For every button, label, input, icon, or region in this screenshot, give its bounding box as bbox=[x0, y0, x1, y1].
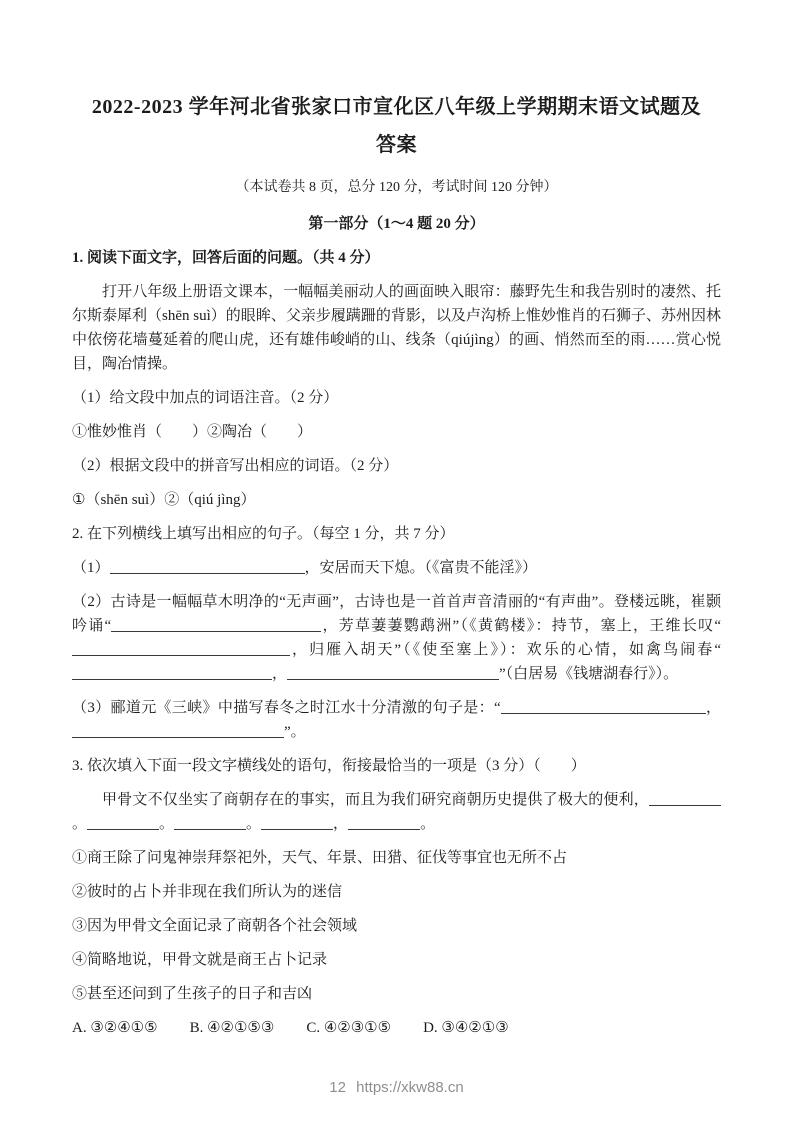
choice-c: C. ④②③①⑤ bbox=[306, 1020, 392, 1036]
question-3-option-4 bbox=[72, 948, 721, 972]
text-segment: ”。 bbox=[284, 724, 306, 740]
fill-in-blank bbox=[261, 814, 333, 830]
fill-in-blank bbox=[72, 664, 272, 680]
question-1-sub-1-answer-line bbox=[72, 420, 721, 444]
question-1-sub-2 bbox=[72, 454, 721, 478]
title-line-1: 2022-2023 学年河北省张家口市宣化区八年级上学期期末语文试题及 bbox=[91, 96, 702, 118]
source-url: https://xkw88.cn bbox=[356, 1079, 464, 1096]
text-segment: 打开八年级上册语文课本，一幅幅美丽动人的画面映入眼帘：藤野先生和我告别时的凄然、托尔斯泰犀利（shēn suì）的眼眸、父亲步履蹒跚的背影，以及卢沟桥上惟妙惟肖的石狮子、苏州因林中依傍花墙蔓延着的爬山虎，还有雄伟峻峭的山、线条（qiújìng）的画、悄然而至的雨……赏心悦目，陶冶情操。 bbox=[72, 284, 721, 372]
text-segment: 甲骨文不仅坐实了商朝存在的事实，而且为我们研究商朝历史提供了极大的便利， bbox=[102, 792, 649, 808]
title-line-2: 答案 bbox=[376, 134, 417, 156]
text-segment: ③因为甲骨文全面记录了商朝各个社会领域 bbox=[72, 918, 358, 934]
fill-in-blank bbox=[111, 616, 321, 632]
text-segment: （1）给文段中加点的词语注音。（2 分） bbox=[72, 390, 339, 406]
document-body bbox=[72, 246, 721, 1040]
text-segment: 2. 在下列横线上填写出相应的句子。（每空 1 分，共 7 分） bbox=[72, 526, 455, 542]
question-1-sub-2-answer-line bbox=[72, 488, 721, 512]
question-2-heading bbox=[72, 522, 721, 546]
question-3-heading bbox=[72, 754, 721, 778]
text-segment: 。 bbox=[246, 816, 262, 832]
fill-in-blank bbox=[348, 814, 420, 830]
text-segment: ， bbox=[705, 700, 721, 716]
text-segment: ，归雁入胡天”（《使至塞上》）：欢乐的心情，如禽鸟闹春“ bbox=[290, 642, 721, 658]
text-segment: 。 bbox=[420, 816, 436, 832]
text-segment: 3. 依次填入下面一段文字横线处的语句，衔接最恰当的一项是（3 分）（ ） bbox=[72, 758, 586, 774]
fill-in-blank bbox=[72, 722, 284, 738]
question-2-item-3 bbox=[72, 696, 721, 744]
question-2-item-1 bbox=[72, 556, 721, 580]
document-header bbox=[72, 88, 721, 236]
text-segment: ”（白居易《钱塘湖春行》）。 bbox=[499, 666, 679, 682]
page-footer bbox=[0, 1079, 793, 1096]
section-heading: 第一部分（1～4 题 20 分） bbox=[308, 216, 485, 232]
text-segment: （1） bbox=[72, 560, 110, 576]
question-1-heading bbox=[72, 246, 721, 270]
text-segment: ②彼时的占卜并非现在我们所认为的迷信 bbox=[72, 884, 343, 900]
text-segment: ， bbox=[272, 666, 288, 682]
text-segment: ⑤甚至还问到了生孩子的日子和吉凶 bbox=[72, 986, 313, 1002]
text-segment: （3）郦道元《三峡》中描写春冬之时江水十分清激的句子是：“ bbox=[72, 700, 501, 716]
fill-in-blank bbox=[110, 558, 305, 574]
question-3-choices bbox=[72, 1016, 721, 1040]
text-segment: ①商王除了问鬼神崇拜祭祀外，天气、年景、田猎、征伐等事宜也无所不占 bbox=[72, 850, 568, 866]
fill-in-blank bbox=[72, 640, 290, 656]
text-segment: ①（shēn suì）②（qiú jìng） bbox=[72, 492, 256, 508]
question-3-passage bbox=[72, 788, 721, 836]
page-number: 12 bbox=[329, 1079, 346, 1096]
text-segment: （2）根据文段中的拼音写出相应的词语。（2 分） bbox=[72, 458, 399, 474]
fill-in-blank bbox=[287, 664, 499, 680]
question-3-option-5 bbox=[72, 982, 721, 1006]
question-2-item-2 bbox=[72, 590, 721, 686]
choice-d: D. ③④②①③ bbox=[423, 1020, 509, 1036]
choice-b: B. ④②①⑤③ bbox=[189, 1020, 275, 1036]
question-1-sub-1 bbox=[72, 386, 721, 410]
text-segment: 。 bbox=[72, 816, 88, 832]
text-segment: ， bbox=[333, 816, 349, 832]
text-segment: 。 bbox=[159, 816, 175, 832]
question-3-option-3 bbox=[72, 914, 721, 938]
question-3-option-2 bbox=[72, 880, 721, 904]
text-segment: ④简略地说，甲骨文就是商王占卜记录 bbox=[72, 952, 328, 968]
text-segment: ，芳草萋萋鹦鹉洲”（《黄鹤楼》：持节，塞上，王维长叹“ bbox=[321, 618, 721, 634]
question-1-passage bbox=[72, 280, 721, 376]
text-segment: 1. 阅读下面文字，回答后面的问题。（共 4 分） bbox=[72, 250, 380, 266]
fill-in-blank bbox=[174, 814, 246, 830]
fill-in-blank bbox=[501, 698, 706, 714]
text-segment: （2）古诗是一幅幅草木明净的“无声画”，古诗也是一首首声音清丽的“有声曲”。登楼远眺，崔颢吟诵“ bbox=[72, 594, 721, 634]
document-title bbox=[72, 88, 721, 164]
text-segment: ①惟妙惟肖（ ）②陶冶（ ） bbox=[72, 424, 313, 440]
question-3-option-1 bbox=[72, 846, 721, 870]
choice-a: A. ③②④①⑤ bbox=[72, 1020, 158, 1036]
fill-in-blank bbox=[87, 814, 159, 830]
fill-in-blank bbox=[649, 790, 721, 806]
exam-info: （本试卷共 8 页，总分 120 分，考试时间 120 分钟） bbox=[235, 180, 558, 195]
text-segment: ，安居而天下熄。（《富贵不能淫》） bbox=[304, 560, 538, 576]
